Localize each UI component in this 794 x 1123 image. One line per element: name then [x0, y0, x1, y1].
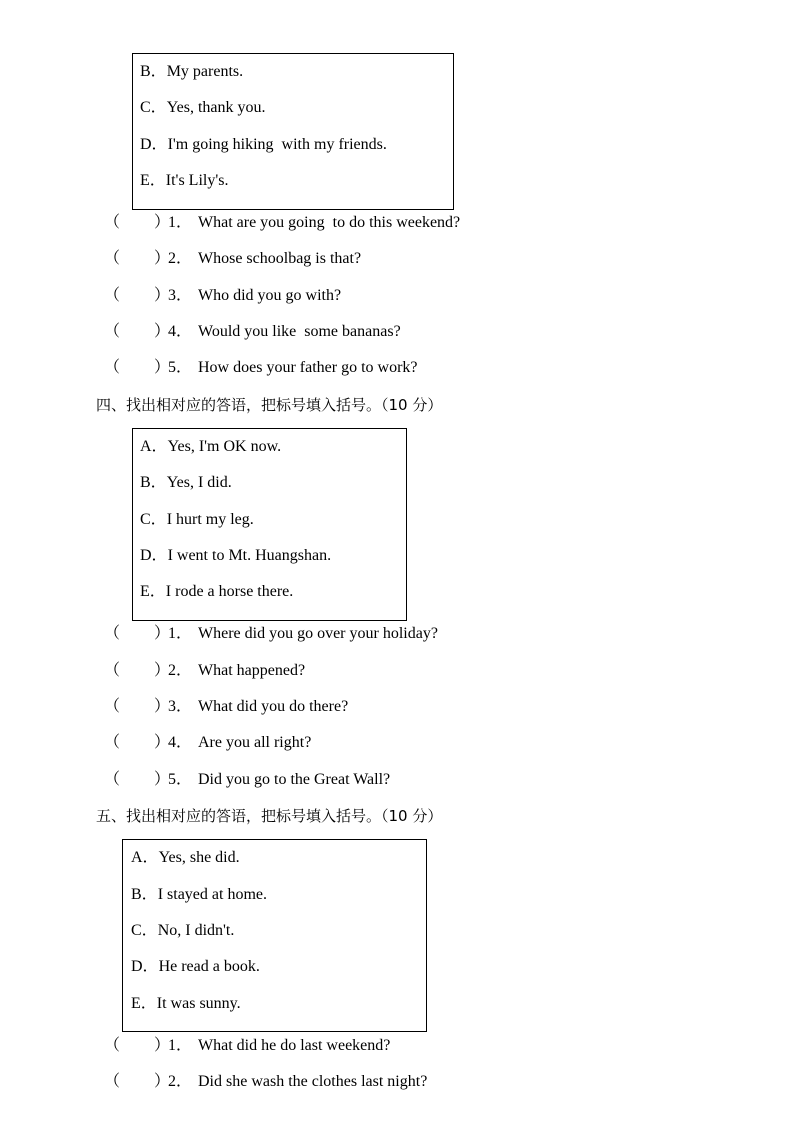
section4-option-a: A．Yes, I'm OK now.: [140, 438, 282, 455]
section3-question-4: （ ）4． Would you like some bananas?: [104, 323, 401, 340]
section3-question-5: （ ）5． How does your father go to work?: [104, 359, 418, 376]
section5-option-c: C．No, I didn't.: [131, 922, 235, 939]
section5-question-2: （ ）2． Did she wash the clothes last night?: [104, 1073, 428, 1090]
section4-heading: 四、找出相对应的答语，把标号填入括号。（10 分）: [96, 396, 443, 414]
section4-question-5: （ ）5． Did you go to the Great Wall?: [104, 771, 391, 788]
section3-question-1: （ ）1． What are you going to do this weekend?: [104, 214, 461, 231]
section4-option-e: E．I rode a horse there.: [140, 583, 294, 600]
section3-question-2: （ ）2． Whose schoolbag is that?: [104, 250, 362, 267]
section4-question-2: （ ）2． What happened?: [104, 662, 306, 679]
section5-option-a: A．Yes, she did.: [131, 849, 240, 866]
section5-option-e: E．It was sunny.: [131, 995, 241, 1012]
section5-heading: 五、找出相对应的答语，把标号填入括号。（10 分）: [96, 807, 443, 825]
section4-option-b: B．Yes, I did.: [140, 474, 232, 491]
section4-question-3: （ ）3． What did you do there?: [104, 698, 349, 715]
section4-option-d: D．I went to Mt. Huangshan.: [140, 547, 332, 564]
section4-question-4: （ ）4． Are you all right?: [104, 734, 312, 751]
section3-question-3: （ ）3． Who did you go with?: [104, 287, 342, 304]
section4-option-c: C．I hurt my leg.: [140, 511, 254, 528]
section3-option-e: E．It's Lily's.: [140, 172, 229, 189]
section4-question-1: （ ）1． Where did you go over your holiday?: [104, 625, 438, 642]
section3-option-d: D．I'm going hiking with my friends.: [140, 136, 387, 153]
section5-question-1: （ ）1． What did he do last weekend?: [104, 1037, 391, 1054]
section5-option-d: D．He read a book.: [131, 958, 260, 975]
section3-option-b: B．My parents.: [140, 63, 244, 80]
section5-option-b: B．I stayed at home.: [131, 886, 267, 903]
section3-option-c: C．Yes, thank you.: [140, 99, 266, 116]
